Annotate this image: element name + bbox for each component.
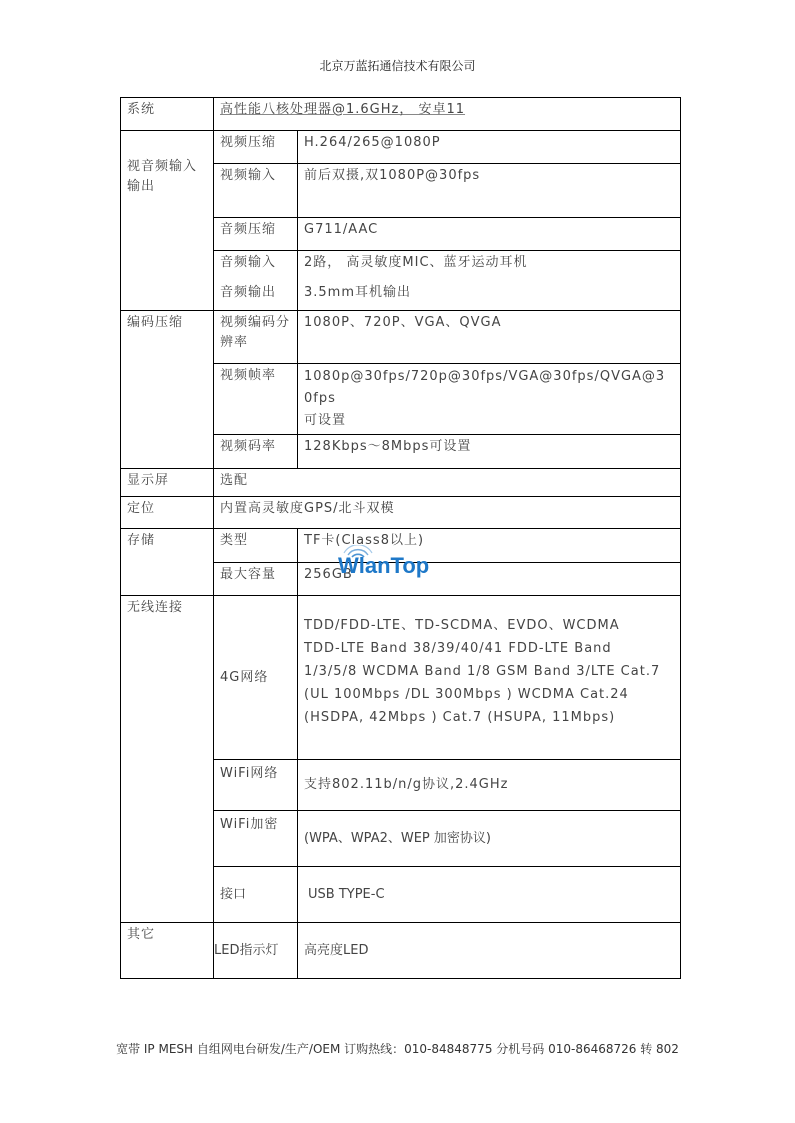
wifi-enc-value: (WPA、WPA2、WEP 加密协议) — [298, 811, 681, 867]
audio-output-label: 音频输出 — [214, 281, 298, 311]
net4g-value — [298, 596, 681, 760]
wifi-enc-label: WiFi加密 — [214, 811, 298, 867]
wifi-net-label: WiFi网络 — [214, 760, 298, 811]
location-value: 内置高灵敏度GPS/北斗双模 — [214, 497, 681, 529]
page-footer: 宽带 IP MESH 自组网电台研发/生产/OEM 订购热线：010-84848775 分机号码 010-86468726 转 802 — [116, 1042, 679, 1056]
row-label-system: 系统 — [121, 98, 214, 131]
row-label-wireless: 无线连接 — [121, 596, 214, 923]
table-row — [121, 311, 681, 364]
framerate-label: 视频帧率 — [214, 364, 298, 435]
row-label-display: 显示屏 — [121, 469, 214, 497]
table-row — [121, 596, 681, 760]
audio-output-value: 3.5mm耳机输出 — [298, 281, 681, 311]
table-row — [121, 131, 681, 164]
bitrate-label: 视频码率 — [214, 435, 298, 469]
row-label-storage: 存储 — [121, 529, 214, 596]
resolution-label: 视频编码分辨率 — [214, 311, 298, 364]
resolution-value: 1080P、720P、VGA、QVGA — [298, 311, 681, 364]
led-label: LED指示灯 — [214, 923, 298, 979]
page-header-company: 北京万蓝拓通信技术有限公司 — [319, 59, 476, 73]
net4g-line: TDD/FDD-LTE、TD-SCDMA、EVDO、WCDMA — [304, 618, 620, 633]
storage-capacity-label: 最大容量 — [214, 563, 298, 596]
port-label: 接口 — [214, 867, 298, 923]
audio-input-value: 2路， 高灵敏度MIC、蓝牙运动耳机 — [298, 251, 681, 281]
table-row — [121, 469, 681, 497]
audio-compress-label: 音频压缩 — [214, 218, 298, 251]
net4g-line: TDD-LTE Band 38/39/40/41 FDD-LTE Band — [304, 641, 612, 656]
video-compress-label: 视频压缩 — [214, 131, 298, 164]
net4g-line: 1/3/5/8 WCDMA Band 1/8 GSM Band 3/LTE Cat.7 — [304, 664, 661, 679]
audio-compress-value: G711/AAC — [298, 218, 681, 251]
row-label-codec: 编码压缩 — [121, 311, 214, 469]
framerate-value — [298, 364, 681, 435]
led-value: 高亮度LED — [298, 923, 681, 979]
table-row — [121, 497, 681, 529]
storage-capacity-value: 256GB — [298, 563, 681, 596]
framerate-text: 1080p@30fps/720p@30fps/VGA@30fps/QVGA@30fps — [304, 369, 666, 406]
system-value: 高性能八核处理器@1.6GHz， 安卓11 — [214, 98, 681, 131]
video-input-value: 前后双摄,双1080P@30fps — [298, 164, 681, 218]
net4g-line: (HSDPA, 42Mbps ) Cat.7 (HSUPA, 11Mbps) — [304, 710, 616, 725]
storage-type-label: 类型 — [214, 529, 298, 563]
audio-input-label: 音频输入 — [214, 251, 298, 281]
framerate-note: 可设置 — [304, 413, 347, 428]
row-label-av: 视音频输入输出 — [121, 131, 214, 311]
video-compress-value: H.264/265@1080P — [298, 131, 681, 164]
watermark-text: WlanTop — [338, 553, 430, 578]
video-input-label: 视频输入 — [214, 164, 298, 218]
bitrate-value: 128Kbps～8Mbps可设置 — [298, 435, 681, 469]
net4g-label: 4G网络 — [214, 596, 298, 760]
net4g-line: (UL 100Mbps /DL 300Mbps ) WCDMA Cat.24 — [304, 687, 629, 702]
table-row — [121, 529, 681, 563]
port-value: USB TYPE-C — [298, 867, 681, 923]
row-label-location: 定位 — [121, 497, 214, 529]
row-label-other: 其它 — [121, 923, 214, 979]
table-row — [121, 923, 681, 979]
spec-table — [120, 97, 681, 979]
storage-type-value: TF卡(Class8以上) — [298, 529, 681, 563]
table-row — [121, 98, 681, 131]
display-value: 选配 — [214, 469, 681, 497]
wifi-net-value: 支持802.11b/n/g协议,2.4GHz — [298, 760, 681, 811]
